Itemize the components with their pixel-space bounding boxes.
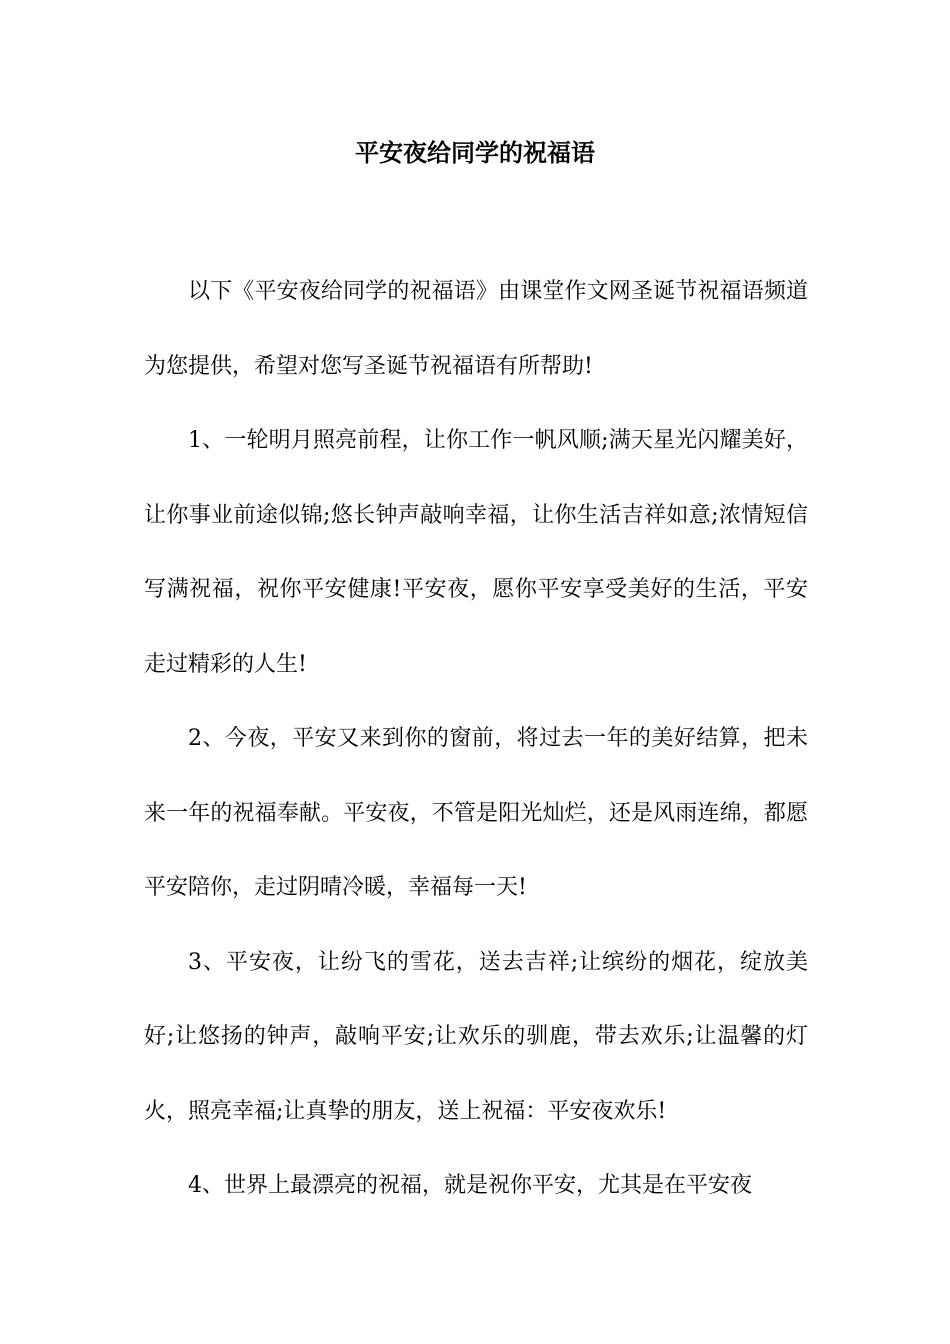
paragraph-2: 2、今夜，平安又来到你的窗前，将过去一年的美好结算，把未来一年的祝福奉献。平安夜，不管是阳光灿烂，还是风雨连绵，都愿平安陪你，走过阴晴冷暖，幸福每一天! [144,726,808,900]
paragraph-1: 1、一轮明月照亮前程，让你工作一帆风顺;满天星光闪耀美好，让你事业前途似锦;悠长钟声敲响幸福，让你生活吉祥如意;浓情短信写满祝福，祝你平安健康!平安夜，愿你平安享受美好的生活，平安走过精彩的人生! [144,428,808,677]
document-title: 平安夜给同学的祝福语 [355,138,595,167]
paragraph-3: 3、平安夜，让纷飞的雪花，送去吉祥;让缤纷的烟花，绽放美好;让悠扬的钟声，敲响平安;让欢乐的驯鹿，带去欢乐;让温馨的灯火，照亮幸福;让真挚的朋友，送上祝福：平安夜欢乐! [144,949,808,1124]
paragraph-intro: 以下《平安夜给同学的祝福语》由课堂作文网圣诞节祝福语频道为您提供，希望对您写圣诞节祝福语有所帮助! [144,279,808,379]
paragraph-4: 4、世界上最漂亮的祝福，就是祝你平安，尤其是在平安夜 [188,1173,752,1198]
document-body [144,255,808,1224]
